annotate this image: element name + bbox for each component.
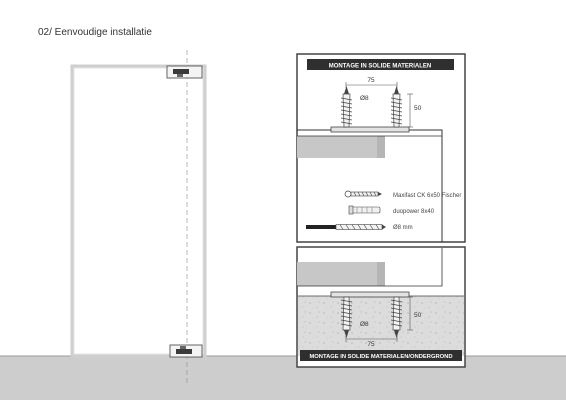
floor bbox=[0, 356, 566, 400]
door-panel bbox=[72, 66, 205, 356]
bottom-dim-spacing: 75 bbox=[367, 341, 375, 348]
bottom-banner-text: MONTAGE IN SOLIDE MATERIALEN/ONDERGROND bbox=[309, 354, 453, 361]
bottom-dim-depth: 50 bbox=[414, 312, 422, 319]
legend-screw-text: Maxifast CK 6x50 Fischer bbox=[393, 193, 462, 199]
bottom-detail bbox=[297, 247, 465, 367]
door-elevation bbox=[72, 50, 205, 385]
top-banner-text: MONTAGE IN SOLIDE MATERIALEN bbox=[328, 63, 432, 70]
wall-plug-icon bbox=[349, 206, 380, 214]
top-detail bbox=[297, 54, 465, 242]
drill-bit-icon bbox=[306, 225, 386, 230]
top-dim-spacing: 75 bbox=[367, 77, 375, 84]
concrete-floor bbox=[298, 296, 464, 356]
screw-icon bbox=[345, 191, 382, 197]
top-hole-diameter: Ø8 bbox=[360, 95, 369, 102]
bottom-hole-diameter: Ø8 bbox=[360, 321, 369, 328]
legend-drill-text: Ø8 mm bbox=[393, 225, 413, 231]
legend-plug-text: duopower 8x40 bbox=[393, 209, 435, 215]
page-title: 02/ Eenvoudige installatie bbox=[38, 27, 152, 38]
top-dim-depth: 50 bbox=[414, 105, 422, 112]
